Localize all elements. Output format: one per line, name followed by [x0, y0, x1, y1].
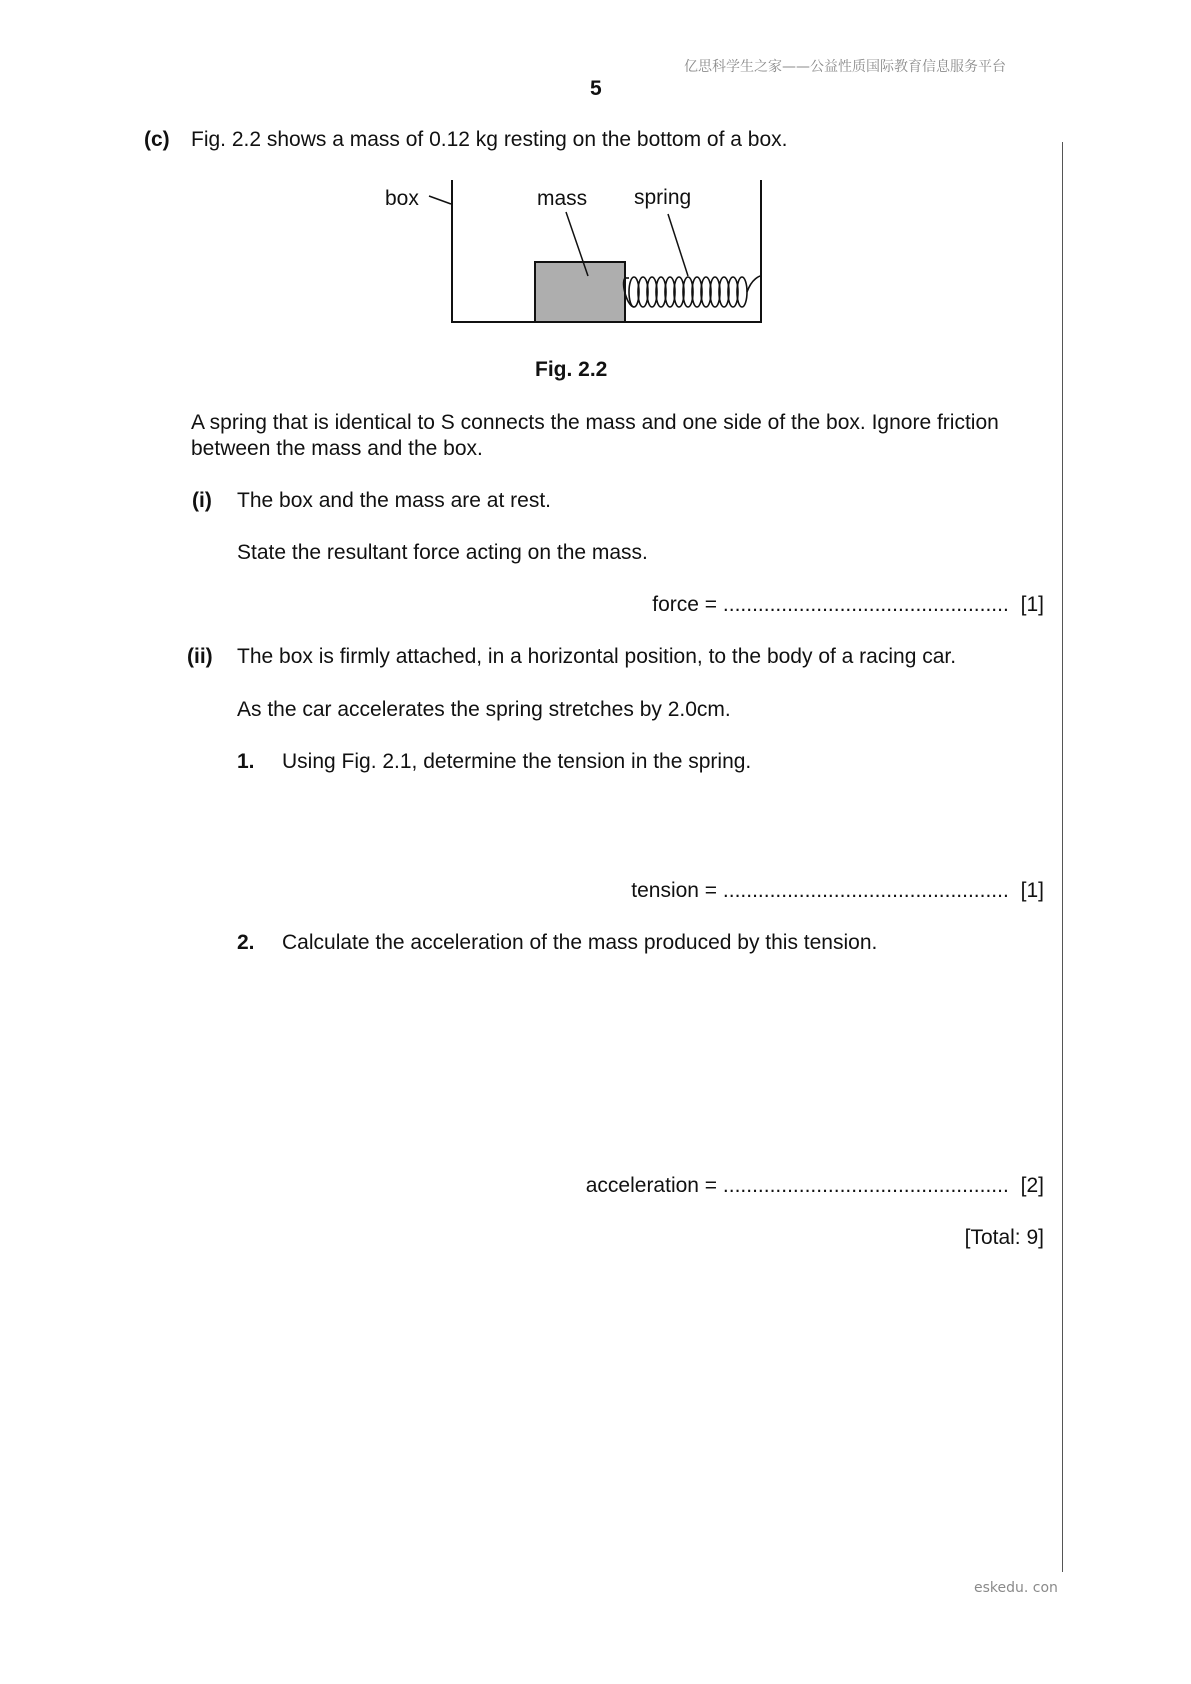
footer-watermark: eskedu. con [974, 1580, 1058, 1596]
part-i-line2: State the resultant force acting on the mass. [237, 541, 648, 564]
force-dots[interactable]: ................................................. [722, 593, 1009, 616]
box-leader [429, 196, 451, 204]
force-prompt: force = [652, 593, 723, 616]
part-i-label: (i) [192, 489, 212, 512]
part-c-para-line1: A spring that is identical to S connects the mass and one side of the box. Ignore friction [191, 411, 999, 434]
figure-2-2 [0, 160, 1191, 500]
force-answer-line[interactable] [652, 592, 1044, 618]
page-number: 5 [590, 77, 602, 100]
part-ii-line2: As the car accelerates the spring stretches by 2.0cm. [237, 698, 731, 721]
spring-leader [668, 214, 688, 276]
q1-text: Using Fig. 2.1, determine the tension in the spring. [282, 750, 752, 773]
force-marks: [1] [1020, 593, 1044, 616]
spring-coils [624, 276, 761, 307]
acceleration-prompt: acceleration = [585, 1174, 723, 1197]
total-marks: [Total: 9] [964, 1226, 1044, 1249]
q2-text: Calculate the acceleration of the mass produced by this tension. [282, 931, 878, 954]
part-c-intro: Fig. 2.2 shows a mass of 0.12 kg resting on the bottom of a box. [191, 128, 788, 151]
label-spring: spring [634, 186, 692, 209]
acceleration-answer-line[interactable] [586, 1173, 1044, 1199]
q1-label: 1. [237, 750, 255, 773]
part-ii-line1: The box is firmly attached, in a horizontal position, to the body of a racing car. [237, 645, 957, 668]
label-box: box [385, 187, 419, 210]
tension-marks: [1] [1020, 879, 1044, 902]
tension-dots[interactable]: ................................................. [722, 879, 1009, 902]
acceleration-dots[interactable]: ................................................. [722, 1174, 1009, 1197]
label-mass: mass [537, 187, 588, 210]
part-c-para-line2: between the mass and the box. [191, 437, 483, 460]
acceleration-marks: [2] [1020, 1174, 1044, 1197]
mass-block [535, 262, 625, 322]
tension-prompt: tension = [631, 879, 723, 902]
figure-caption: Fig. 2.2 [535, 358, 608, 381]
tension-answer-line[interactable] [631, 878, 1044, 904]
q2-label: 2. [237, 931, 255, 954]
part-ii-label: (ii) [187, 645, 213, 668]
header-watermark: 亿思科学生之家——公益性质国际教育信息服务平台 [684, 59, 1006, 75]
part-i-line1: The box and the mass are at rest. [237, 489, 551, 512]
part-c-label: (c) [144, 128, 170, 151]
